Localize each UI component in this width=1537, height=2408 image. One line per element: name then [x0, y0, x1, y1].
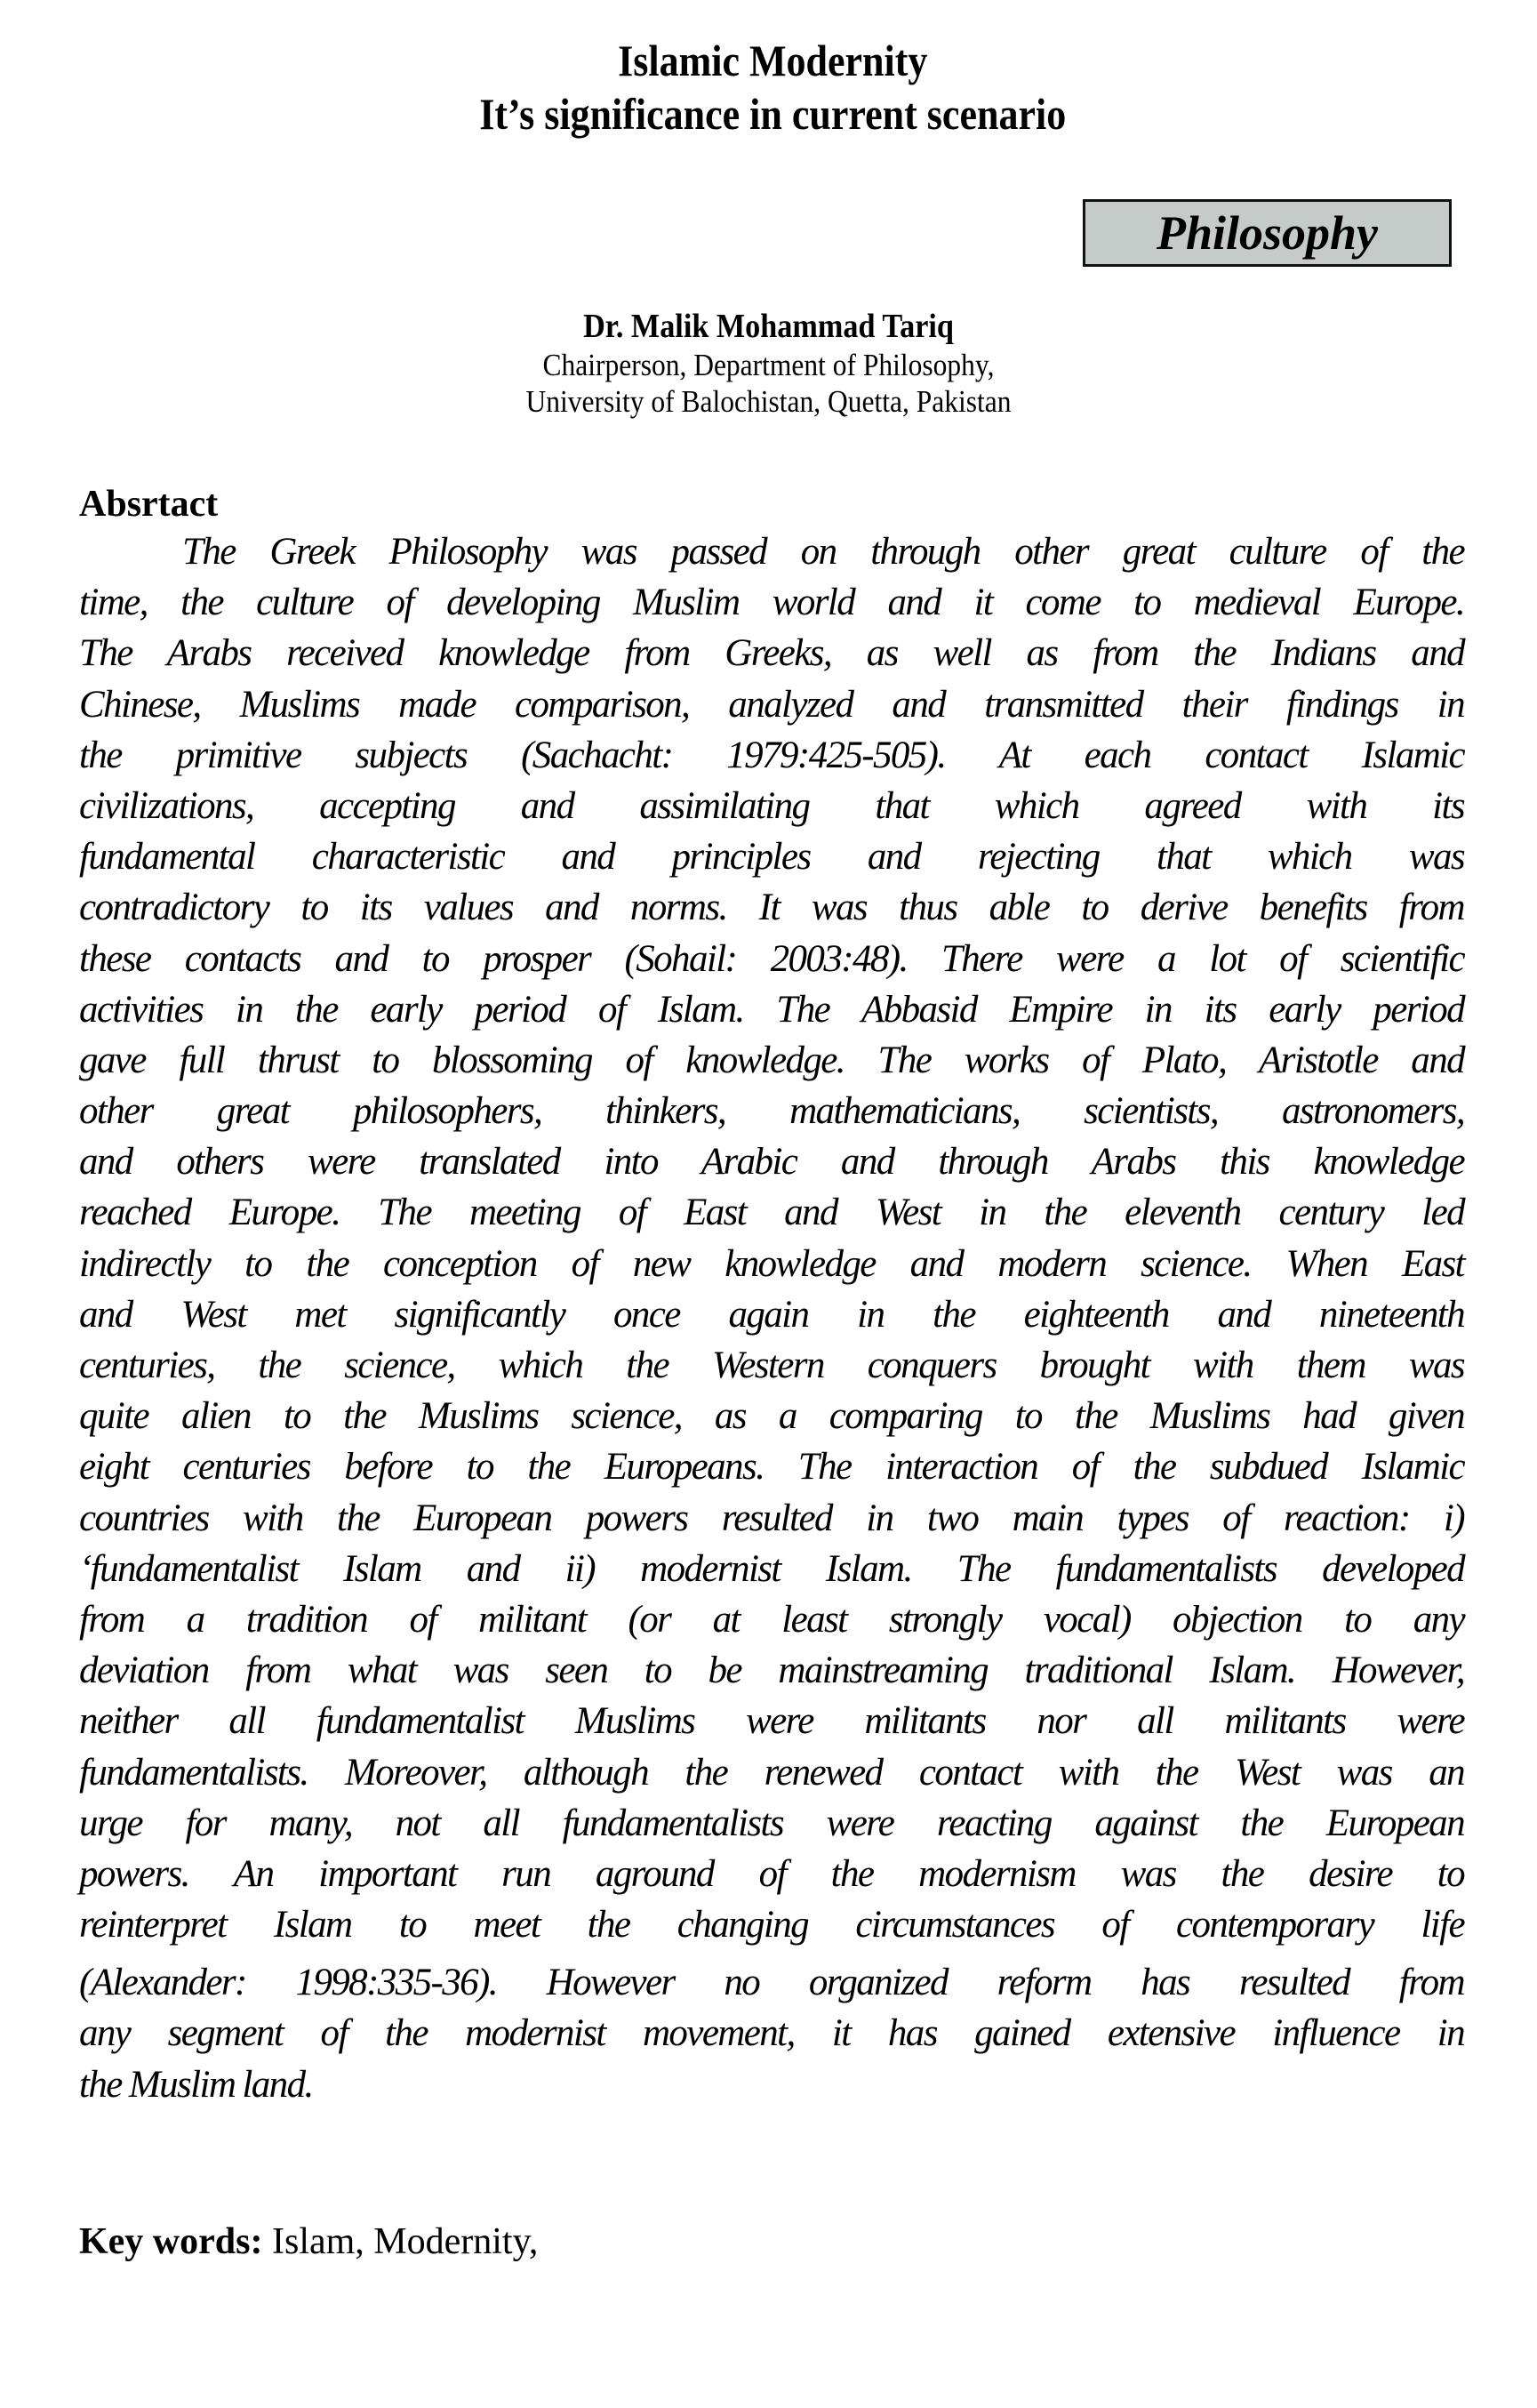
abstract-line: gave full thrust to blossoming of knowledge. The works of Plato, Aristotle and [79, 1039, 1464, 1081]
author-block [0, 306, 1537, 420]
abstract-line: reinterpret Islam to meet the changing circumstances of contemporary life [79, 1904, 1464, 1946]
paper-title [96, 34, 1449, 140]
abstract-line: contradictory to its values and norms. It was thus able to derive benefits from [79, 887, 1464, 929]
abstract-line: neither all fundamentalist Muslims were militants nor all militants were [79, 1700, 1464, 1743]
abstract-heading: Absrtact [79, 484, 219, 525]
abstract-line: urge for many, not all fundamentalists were reacting against the European [79, 1802, 1464, 1844]
abstract-line: fundamentalists. Moreover, although the renewed contact with the West was an [79, 1751, 1464, 1794]
abstract-line: fundamental characteristic and principles and rejecting that which was [79, 836, 1464, 879]
abstract-line: Chinese, Muslims made comparison, analyzed and transmitted their findings in [79, 683, 1464, 726]
abstract-line: (Alexander: 1998:335-36). However no organized reform has resulted from [79, 1962, 1464, 2004]
abstract-line: the primitive subjects (Sachacht: 1979:425-505). At each contact Islamic [79, 734, 1464, 776]
paper-title-line-1: Islamic Modernity [618, 36, 928, 85]
abstract-body [79, 526, 1464, 2110]
abstract-line: eight centuries before to the Europeans. The interaction of the subdued Islamic [79, 1446, 1464, 1489]
abstract-line: ‘fundamentalist Islam and ii) modernist Islam. The fundamentalists developed [79, 1547, 1464, 1590]
abstract-line: and others were translated into Arabic and through Arabs this knowledge [79, 1141, 1464, 1184]
abstract-line: reached Europe. The meeting of East and West in the eleventh century led [79, 1192, 1464, 1234]
abstract-line: centuries, the science, which the Western conquers brought with them was [79, 1344, 1464, 1386]
abstract-line: quite alien to the Muslims science, as a comparing to the Muslims had given [79, 1395, 1464, 1438]
abstract-line: powers. An important run aground of the modernism was the desire to [79, 1852, 1464, 1895]
keywords [79, 2219, 538, 2264]
abstract-line: deviation from what was seen to be mainstreaming traditional Islam. However, [79, 1649, 1464, 1692]
abstract-line: indirectly to the conception of new knowledge and modern science. When East [79, 1242, 1464, 1285]
keywords-value: Islam, Modernity, [262, 2221, 539, 2262]
author-position: Chairperson, Department of Philosophy, [542, 348, 995, 382]
category-label: Philosophy [1156, 206, 1379, 260]
author-institution: University of Balochistan, Quetta, Pakistan [525, 384, 1012, 419]
abstract-line: civilizations, accepting and assimilating that which agreed with its [79, 784, 1464, 827]
abstract-line: The Arabs received knowledge from Greeks, as well as from the Indians and [79, 632, 1464, 675]
abstract-line: The Greek Philosophy was passed on through other great culture of the [182, 531, 1464, 573]
abstract-line: time, the culture of developing Muslim world and it come to medieval Europe. [79, 582, 1464, 624]
category-badge [1083, 199, 1452, 267]
abstract-line: from a tradition of militant (or at least strongly vocal) objection to any [79, 1598, 1464, 1641]
abstract-line: activities in the early period of Islam. The Abbasid Empire in its early period [79, 988, 1464, 1031]
abstract-line: these contacts and to prosper (Sohail: 2003:48). There were a lot of scientific [79, 937, 1464, 980]
abstract-line: the Muslim land. [79, 2063, 313, 2106]
abstract-line: and West met significantly once again in the eighteenth and nineteenth [79, 1293, 1464, 1336]
abstract-line: any segment of the modernist movement, it has gained extensive influence in [79, 2012, 1464, 2055]
author-name: Dr. Malik Mohammad Tariq [583, 308, 954, 345]
paper-title-line-2: It’s significance in current scenario [479, 89, 1067, 139]
abstract-line: other great philosophers, thinkers, mathematicians, scientists, astronomers, [79, 1090, 1464, 1133]
abstract-line: countries with the European powers resulted in two main types of reaction: i) [79, 1497, 1464, 1539]
keywords-label: Key words: [79, 2221, 263, 2262]
